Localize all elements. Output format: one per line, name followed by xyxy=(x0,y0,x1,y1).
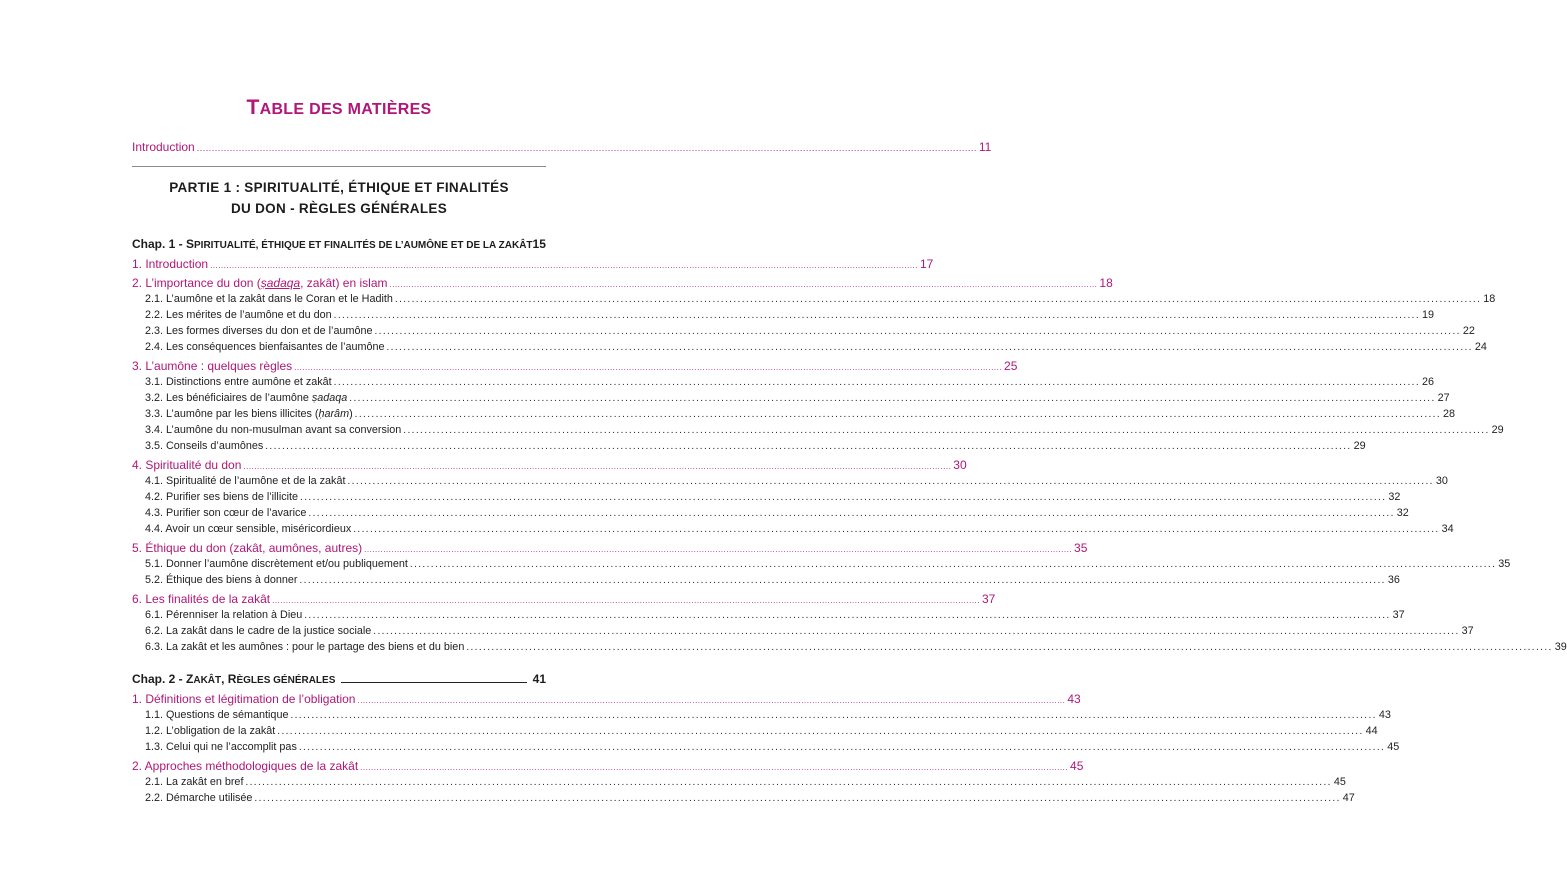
toc-sub-3-3[interactable] xyxy=(132,408,1456,424)
toc-section-1-4[interactable] xyxy=(132,458,967,475)
dot-leader: .................................................................................................................................................................................................................................................................... xyxy=(308,508,1395,519)
entry-label: 4.2. Purifier ses biens de l’illicite xyxy=(145,491,299,503)
entry-page: 29 xyxy=(1353,440,1366,452)
entry-label: 5. Éthique du don (zakât, aumônes, autres) xyxy=(132,541,363,555)
entry-page: 28 xyxy=(1443,408,1456,420)
dot-leader: .................................................................................................................................................................................................................................................................... xyxy=(360,763,1069,772)
toc-section-1-3[interactable] xyxy=(132,359,1018,376)
entry-label: 6.3. La zakât et les aumônes : pour le partage des biens et du bien xyxy=(145,641,465,653)
entry-page: 45 xyxy=(1333,776,1346,788)
toc-title-initial: T xyxy=(246,96,260,119)
entry-page: 37 xyxy=(1392,609,1405,621)
entry-label: 2.2. Démarche utilisée xyxy=(145,792,253,804)
chap2-sections xyxy=(132,692,1400,808)
entry-page: 26 xyxy=(1422,376,1435,388)
entry-page: 35 xyxy=(1074,541,1088,555)
dot-leader: .................................................................................................................................................................................................................................................................... xyxy=(364,545,1073,554)
toc-section-2-2[interactable] xyxy=(132,759,1084,776)
entry-label: 2.4. Les conséquences bienfaisantes de l’aumône xyxy=(145,341,385,353)
toc-sub-3-2[interactable] xyxy=(132,392,1450,408)
chapter-page: 41 xyxy=(532,672,546,686)
dot-leader: .................................................................................................................................................................................................................................................................... xyxy=(374,326,1461,337)
dot-leader: .................................................................................................................................................................................................................................................................... xyxy=(409,559,1497,570)
toc-sub-6-2[interactable] xyxy=(132,625,1474,641)
entry-label: 4.1. Spiritualité de l’aumône et de la zakât xyxy=(145,475,346,487)
entry-page: 32 xyxy=(1388,491,1401,503)
toc-sub-4-2[interactable] xyxy=(132,491,1401,507)
dot-leader: .................................................................................................................................................................................................................................................................... xyxy=(389,280,1098,289)
label-part: 2. L’importance du don ( xyxy=(132,276,261,290)
partie-heading xyxy=(132,177,546,219)
toc-sub-c2-2-2[interactable] xyxy=(132,792,1355,808)
entry-label xyxy=(145,392,347,404)
toc-section-1-1[interactable] xyxy=(132,257,934,274)
entry-label: Introduction xyxy=(132,140,195,154)
toc-sub-4-1[interactable] xyxy=(132,475,1448,491)
entry-label: 1. Introduction xyxy=(132,257,209,271)
chapter-prefix: Chap. 1 - S xyxy=(132,237,195,251)
entry-page: 39 xyxy=(1554,641,1567,653)
entry-label: 5.1. Donner l’aumône discrètement et/ou publiquement xyxy=(145,558,408,570)
entry-page: 25 xyxy=(1004,359,1018,373)
entry-page: 43 xyxy=(1067,692,1081,706)
dot-leader: .................................................................................................................................................................................................................................................................... xyxy=(347,476,1434,487)
entry-label xyxy=(132,276,388,290)
dot-leader: .................................................................................................................................................................................................................................................................... xyxy=(353,524,1440,535)
entry-label: 6.1. Pérenniser la relation à Dieu xyxy=(145,609,303,621)
partie-heading-line2: DU DON - RÈGLES GÉNÉRALES xyxy=(230,201,448,216)
entry-page: 43 xyxy=(1378,709,1391,721)
entry-page: 30 xyxy=(953,458,967,472)
entry-label: 1.1. Questions de sémantique xyxy=(145,709,289,721)
entry-label: 1.3. Celui qui ne l’accomplit pas xyxy=(145,741,297,753)
dot-leader: .................................................................................................................................................................................................................................................................... xyxy=(304,610,1391,621)
entry-label: 2.1. La zakât en bref xyxy=(145,776,244,788)
chapter-label xyxy=(132,672,335,686)
entry-label: 4.3. Purifier son cœur de l’avarice xyxy=(145,507,307,519)
entry-page: 47 xyxy=(1342,792,1355,804)
dot-leader: .................................................................................................................................................................................................................................................................... xyxy=(333,377,1421,388)
entry-page: 34 xyxy=(1441,523,1454,535)
entry-page: 30 xyxy=(1435,475,1448,487)
entry-label: 3.1. Distinctions entre aumône et zakât xyxy=(145,376,332,388)
dot-leader: .................................................................................................................................................................................................................................................................... xyxy=(290,710,1377,721)
dot-leader: .................................................................................................................................................................................................................................................................... xyxy=(394,294,1482,305)
toc-sub-c2-1-3[interactable] xyxy=(132,741,1400,757)
toc-section-1-6[interactable] xyxy=(132,592,996,609)
chapter-title-part: ÈGLES GÉNÉRALES xyxy=(236,675,336,686)
toc-sub-c2-2-1[interactable] xyxy=(132,776,1346,792)
entry-page: 27 xyxy=(1437,392,1450,404)
entry-page: 35 xyxy=(1498,558,1511,570)
toc-sub-c2-1-2[interactable] xyxy=(132,725,1378,741)
dot-leader: .................................................................................................................................................................................................................................................................... xyxy=(196,143,977,153)
entry-label: 2.3. Les formes diverses du don et de l’aumône xyxy=(145,325,373,337)
dot-leader: .................................................................................................................................................................................................................................................................... xyxy=(294,363,1003,372)
dot-leader: .................................................................................................................................................................................................................................................................... xyxy=(298,742,1386,753)
entry-label xyxy=(145,408,353,420)
chapter-title-part: AKÂT xyxy=(193,675,222,686)
entry-label: 3.5. Conseils d’aumônes xyxy=(145,440,264,452)
dot-leader: .................................................................................................................................................................................................................................................................... xyxy=(403,425,1490,436)
dot-leader: .................................................................................................................................................................................................................................................................... xyxy=(349,393,1436,404)
entry-label: 6.2. La zakât dans le cadre de la justice sociale xyxy=(145,625,372,637)
toc-section-1-2[interactable] xyxy=(132,276,1113,293)
toc-sub-3-1[interactable] xyxy=(132,376,1435,392)
toc-sub-2-1[interactable] xyxy=(132,293,1496,309)
entry-label: 1. Définitions et légitimation de l’obligation xyxy=(132,692,356,706)
entry-label: 2.2. Les mérites de l’aumône et du don xyxy=(145,309,332,321)
label-italic: ṣadaqa xyxy=(260,276,301,290)
entry-page: 37 xyxy=(1461,625,1474,637)
rule-leader xyxy=(341,682,526,683)
partie-heading-line1: PARTIE 1 : SPIRITUALITÉ, ÉTHIQUE ET FINALITÉS xyxy=(169,180,509,195)
entry-label: 5.2. Éthique des biens à donner xyxy=(145,574,298,586)
toc-sub-3-5[interactable] xyxy=(132,440,1366,456)
entry-page: 24 xyxy=(1474,341,1487,353)
toc-sub-c2-1-1[interactable] xyxy=(132,709,1391,725)
label-part: 3.2. Les bénéficiaires de l’aumône xyxy=(145,392,312,404)
dot-leader: .................................................................................................................................................................................................................................................................... xyxy=(354,409,1442,420)
dot-leader: .................................................................................................................................................................................................................................................................... xyxy=(265,441,1352,452)
entry-label: 1.2. L’obligation de la zakât xyxy=(145,725,276,737)
entry-label: 3.4. L’aumône du non-musulman avant sa conversion xyxy=(145,424,402,436)
entry-label: 4. Spiritualité du don xyxy=(132,458,242,472)
toc-entry-introduction[interactable] xyxy=(132,140,992,158)
chapter-page: 15 xyxy=(532,237,546,251)
dot-leader: .................................................................................................................................................................................................................................................................... xyxy=(254,793,1341,804)
dot-leader: .................................................................................................................................................................................................................................................................... xyxy=(299,575,1386,586)
dot-leader: .................................................................................................................................................................................................................................................................... xyxy=(277,726,1364,737)
entry-label: 3. L’aumône : quelques règles xyxy=(132,359,293,373)
toc-title-rest: ABLE DES MATIÈRES xyxy=(259,101,432,118)
label-part: 3.3. L’aumône par les biens illicites ( xyxy=(145,408,319,420)
label-italic: ṣadaqa xyxy=(311,392,348,404)
dot-leader: .................................................................................................................................................................................................................................................................... xyxy=(466,642,1553,653)
toc-title xyxy=(132,96,546,120)
toc-sub-4-3[interactable] xyxy=(132,507,1409,523)
entry-label: 2. Approches méthodologiques de la zakât xyxy=(132,759,359,773)
entry-label: 2.1. L’aumône et la zakât dans le Coran et le Hadith xyxy=(145,293,393,305)
entry-page: 44 xyxy=(1365,725,1378,737)
dot-leader: .................................................................................................................................................................................................................................................................... xyxy=(243,462,952,471)
toc-section-1-5[interactable] xyxy=(132,541,1088,558)
chapter-title: PIRITUALITÉ, ÉTHIQUE ET FINALITÉS DE L’AUMÔNE ET DE LA ZAKÂT xyxy=(194,240,533,251)
label-part: ) xyxy=(349,408,353,420)
entry-page: 19 xyxy=(1422,309,1435,321)
chapter-title-sep: , R xyxy=(221,672,237,686)
chapter-prefix: Chap. 2 - Z xyxy=(132,672,194,686)
entry-page: 18 xyxy=(1099,276,1113,290)
entry-page: 22 xyxy=(1462,325,1475,337)
dot-leader: .................................................................................................................................................................................................................................................................... xyxy=(373,626,1460,637)
entry-page: 29 xyxy=(1491,424,1504,436)
toc-sub-2-3[interactable] xyxy=(132,325,1475,341)
divider xyxy=(132,166,546,167)
entry-page: 18 xyxy=(1483,293,1496,305)
entry-page: 45 xyxy=(1070,759,1084,773)
chap1-sections xyxy=(132,257,1567,657)
dot-leader: .................................................................................................................................................................................................................................................................... xyxy=(386,342,1473,353)
toc-sub-2-4[interactable] xyxy=(132,341,1487,357)
entry-page: 37 xyxy=(981,592,996,606)
toc-sub-2-2[interactable] xyxy=(132,309,1435,325)
entry-page: 17 xyxy=(919,257,934,271)
toc-page xyxy=(132,96,1567,808)
dot-leader: .................................................................................................................................................................................................................................................................... xyxy=(300,492,1387,503)
toc-sub-4-4[interactable] xyxy=(132,523,1454,539)
label-part: , zakât) en islam xyxy=(300,276,388,290)
chapter-label xyxy=(132,237,533,251)
dot-leader: .................................................................................................................................................................................................................................................................... xyxy=(333,310,1421,321)
label-italic: ḥarâm xyxy=(318,408,350,420)
dot-leader: .................................................................................................................................................................................................................................................................... xyxy=(210,261,918,270)
dot-leader: .................................................................................................................................................................................................................................................................... xyxy=(245,777,1332,788)
toc-sub-3-4[interactable] xyxy=(132,424,1504,440)
spacer xyxy=(132,657,546,672)
entry-page: 36 xyxy=(1387,574,1400,586)
dot-leader: .................................................................................................................................................................................................................................................................... xyxy=(272,596,980,605)
entry-label: 4.4. Avoir un cœur sensible, miséricordieux xyxy=(145,523,352,535)
toc-sub-6-3[interactable] xyxy=(132,641,1567,657)
toc-sub-5-2[interactable] xyxy=(132,574,1400,590)
entry-page: 11 xyxy=(978,140,992,154)
toc-chapter-2[interactable] xyxy=(132,672,546,690)
toc-chapter-1[interactable] xyxy=(132,237,546,255)
toc-section-2-1[interactable] xyxy=(132,692,1081,709)
entry-label: 6. Les finalités de la zakât xyxy=(132,592,271,606)
entry-page: 45 xyxy=(1387,741,1400,753)
toc-sub-6-1[interactable] xyxy=(132,609,1405,625)
toc-sub-5-1[interactable] xyxy=(132,558,1511,574)
entry-page: 32 xyxy=(1396,507,1409,519)
dot-leader: .................................................................................................................................................................................................................................................................... xyxy=(357,696,1066,705)
